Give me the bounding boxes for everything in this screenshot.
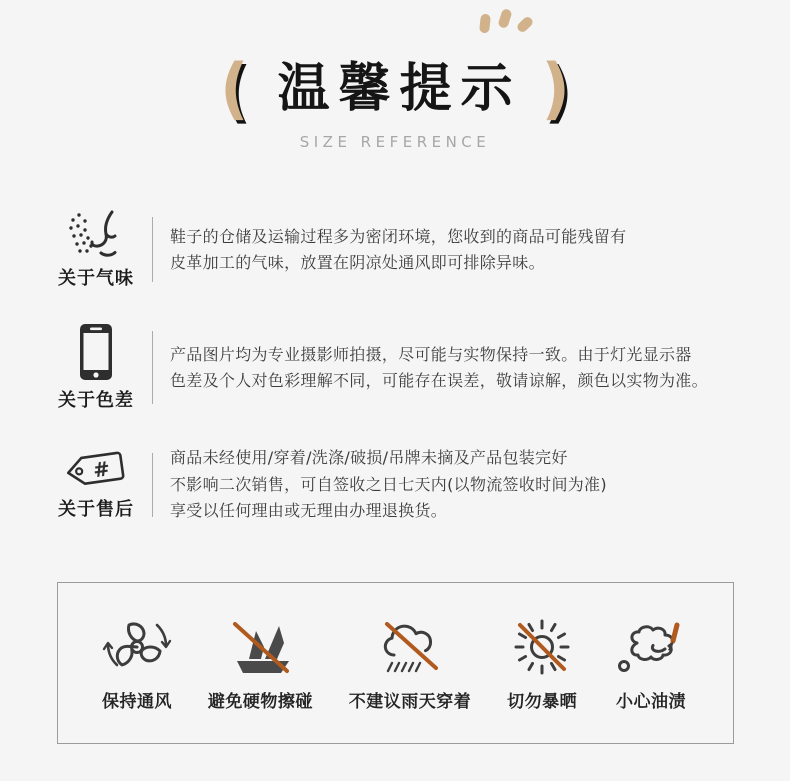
fan-icon: [102, 614, 172, 678]
divider: [152, 453, 153, 516]
care-label: 小心油渍: [616, 691, 686, 712]
divider: [152, 217, 153, 282]
right-parenthesis-decoration: ): [541, 49, 570, 129]
section-odor: [40, 209, 750, 290]
section-aftersales-left: [40, 448, 152, 521]
accent-ticks-decoration: [480, 6, 550, 42]
info-sections: [0, 209, 790, 524]
smartphone-icon: [78, 323, 114, 381]
divider: [152, 331, 153, 404]
section-aftersales: [40, 445, 750, 524]
title-row: [0, 49, 790, 129]
section-aftersales-heading: 关于售后: [58, 499, 134, 521]
care-label: 不建议雨天穿着: [348, 691, 472, 712]
care-item-no-hard-object: [208, 614, 313, 712]
nose-smell-icon: [67, 209, 125, 259]
section-odor-left: [40, 209, 152, 290]
care-item-oil-stain: [613, 614, 689, 712]
section-aftersales-text: [170, 445, 607, 524]
header: [0, 0, 790, 151]
tick-mark-icon: [515, 15, 534, 34]
section-odor-text: [170, 224, 626, 277]
price-tag-icon: [63, 448, 129, 490]
care-label: 避免硬物擦碰: [207, 691, 313, 712]
care-item-ventilation: [102, 614, 172, 712]
text-line: 鞋子的仓储及运输过程多为密闭环境，您收到的商品可能残留有: [170, 226, 627, 246]
care-item-no-rain: [349, 614, 472, 712]
care-label: 保持通风: [102, 691, 172, 712]
text-line: 色差及个人对色彩理解不同，可能存在误差，敬请谅解，颜色以实物为准。: [170, 370, 708, 390]
no-hard-object-icon: [224, 614, 296, 678]
oil-stain-icon: [613, 614, 689, 678]
care-label: 切勿暴晒: [507, 691, 578, 712]
tick-mark-icon: [479, 14, 491, 34]
section-color-left: [40, 323, 152, 412]
text-line: 享受以任何理由或无理由办理退换货。: [170, 501, 448, 521]
text-line: 商品未经使用/穿着/洗涤/破损/吊牌未摘及产品包装完好: [170, 448, 568, 468]
page-title: 温馨提示: [277, 59, 522, 119]
no-sun-icon: [511, 614, 573, 678]
care-item-no-sun: [507, 614, 577, 712]
text-line: 皮革加工的气味，放置在阴凉处通风即可排除异味。: [170, 252, 545, 272]
section-color-text: [170, 342, 708, 395]
page-subtitle: SIZE REFERENCE: [299, 133, 491, 152]
text-line: 产品图片均为专业摄影师拍摄，尽可能与实物保持一致。由于灯光显示器: [170, 344, 692, 364]
text-line: 不影响二次销售，可自签收之日七天内(以物流签收时间为准): [170, 474, 607, 494]
left-parenthesis-decoration: (: [220, 49, 249, 129]
svg-text:#: #: [91, 456, 112, 483]
tick-mark-icon: [497, 8, 512, 29]
care-tips-box: [57, 582, 734, 744]
section-color: [40, 323, 750, 412]
section-odor-heading: 关于气味: [58, 268, 134, 290]
no-rain-icon: [376, 614, 444, 678]
section-color-heading: 关于色差: [58, 390, 134, 412]
